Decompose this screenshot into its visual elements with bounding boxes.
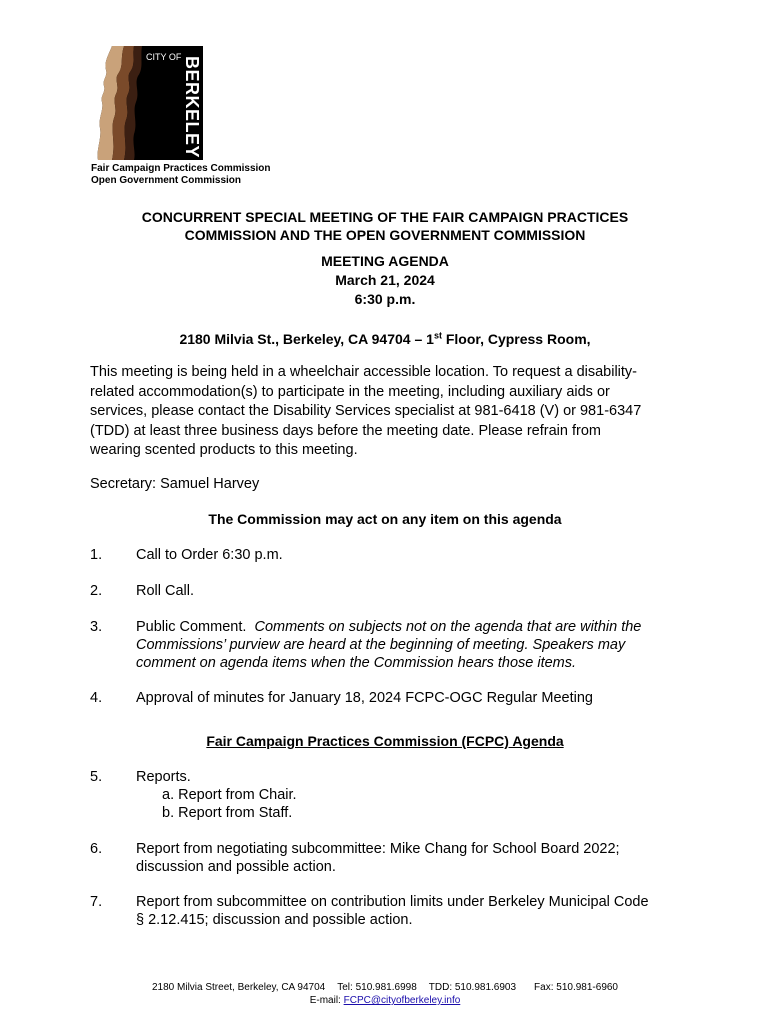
item-text: Roll Call. bbox=[136, 583, 195, 599]
accessibility-line-4: (TDD) at least three business days before the meeting date. Please refrain from bbox=[90, 422, 601, 439]
item-number: 3. bbox=[90, 619, 103, 635]
fcpc-agenda-heading: Fair Campaign Practices Commission (FCPC) Agenda bbox=[206, 733, 564, 749]
item-number: 1. bbox=[90, 547, 103, 563]
item-text: Reports. bbox=[136, 769, 191, 785]
meeting-location bbox=[0, 330, 770, 348]
accessibility-line-1: This meeting is being held in a wheelchair accessible location. To request a disability- bbox=[90, 364, 637, 380]
logo-berkeley-text: BERKELEY bbox=[182, 56, 202, 159]
location-superscript: st bbox=[433, 330, 442, 341]
item-body bbox=[136, 618, 681, 672]
item-text-line-2: discussion and possible action. bbox=[136, 859, 336, 875]
accessibility-line-5: wearing scented products to this meeting. bbox=[90, 442, 358, 458]
item-number: 6. bbox=[90, 841, 103, 857]
meeting-title-line-2: COMMISSION AND THE OPEN GOVERNMENT COMMISSION bbox=[184, 227, 586, 243]
meeting-date: March 21, 2024 bbox=[335, 272, 435, 288]
org-line-fcpc: Fair Campaign Practices Commission bbox=[91, 163, 271, 174]
agenda-heading: MEETING AGENDA bbox=[321, 253, 449, 269]
item-italic-line-1: Comments on subjects not on the agenda that are within the bbox=[254, 619, 642, 635]
meeting-title bbox=[0, 208, 770, 244]
meeting-title-line-1: CONCURRENT SPECIAL MEETING OF THE FAIR CAMPAIGN PRACTICES bbox=[141, 209, 629, 225]
org-names bbox=[91, 163, 271, 187]
logo-city-of-text: CITY OF bbox=[146, 52, 182, 62]
item-number: 4. bbox=[90, 690, 103, 706]
accessibility-line-2: related accommodation(s) to participate in the meeting, including auxiliary aids or bbox=[90, 383, 610, 400]
sub-item: a. Report from Chair. bbox=[162, 787, 297, 803]
location-text-pre: 2180 Milvia St., Berkeley, CA 94704 – 1 bbox=[179, 331, 434, 347]
item-number: 5. bbox=[90, 769, 103, 785]
item-text: Public Comment. bbox=[136, 619, 247, 635]
item-text-line-1: Report from subcommittee on contribution limits under Berkeley Municipal Code bbox=[136, 894, 649, 910]
agenda-header bbox=[0, 252, 770, 309]
footer-tdd: TDD: 510.981.6903 bbox=[428, 982, 517, 993]
item-italic-line-2: Commissions’ purview are heard at the beginning of meeting. Speakers may bbox=[136, 637, 626, 653]
footer-email-link[interactable]: FCPC@cityofberkeley.info bbox=[343, 995, 461, 1006]
page-footer bbox=[0, 981, 770, 1007]
act-on-items-note: The Commission may act on any item on this agenda bbox=[208, 511, 562, 527]
secretary-line: Secretary: Samuel Harvey bbox=[90, 476, 260, 492]
meeting-time: 6:30 p.m. bbox=[354, 291, 416, 307]
item-body bbox=[136, 840, 681, 876]
footer-email-label: E-mail: bbox=[309, 995, 344, 1006]
item-number: 7. bbox=[90, 894, 103, 910]
city-of-berkeley-logo bbox=[90, 46, 203, 160]
org-line-ogc: Open Government Commission bbox=[91, 175, 242, 186]
footer-address: 2180 Milvia Street, Berkeley, CA 94704 bbox=[152, 982, 326, 993]
item-text: Call to Order 6:30 p.m. bbox=[136, 547, 283, 563]
footer-tel: Tel: 510.981.6998 bbox=[337, 982, 417, 993]
item-italic-line-3: comment on agenda items when the Commission hears those items. bbox=[136, 655, 577, 671]
accessibility-line-3: services, please contact the Disability Services specialist at 981-6418 (V) or 981-6347 bbox=[90, 403, 642, 419]
item-text-line-1: Report from negotiating subcommittee: Mike Chang for School Board 2022; bbox=[136, 841, 620, 857]
item-body bbox=[136, 768, 681, 822]
item-text-line-2: § 2.12.415; discussion and possible action. bbox=[136, 912, 413, 928]
item-number: 2. bbox=[90, 583, 103, 599]
item-body bbox=[136, 893, 681, 929]
accessibility-notice bbox=[90, 363, 680, 461]
footer-fax: Fax: 510.981-6960 bbox=[534, 982, 618, 993]
sub-item: b. Report from Staff. bbox=[162, 805, 293, 821]
location-text-post: Floor, Cypress Room, bbox=[441, 331, 591, 347]
item-text: Approval of minutes for January 18, 2024 FCPC-OGC Regular Meeting bbox=[136, 690, 593, 706]
